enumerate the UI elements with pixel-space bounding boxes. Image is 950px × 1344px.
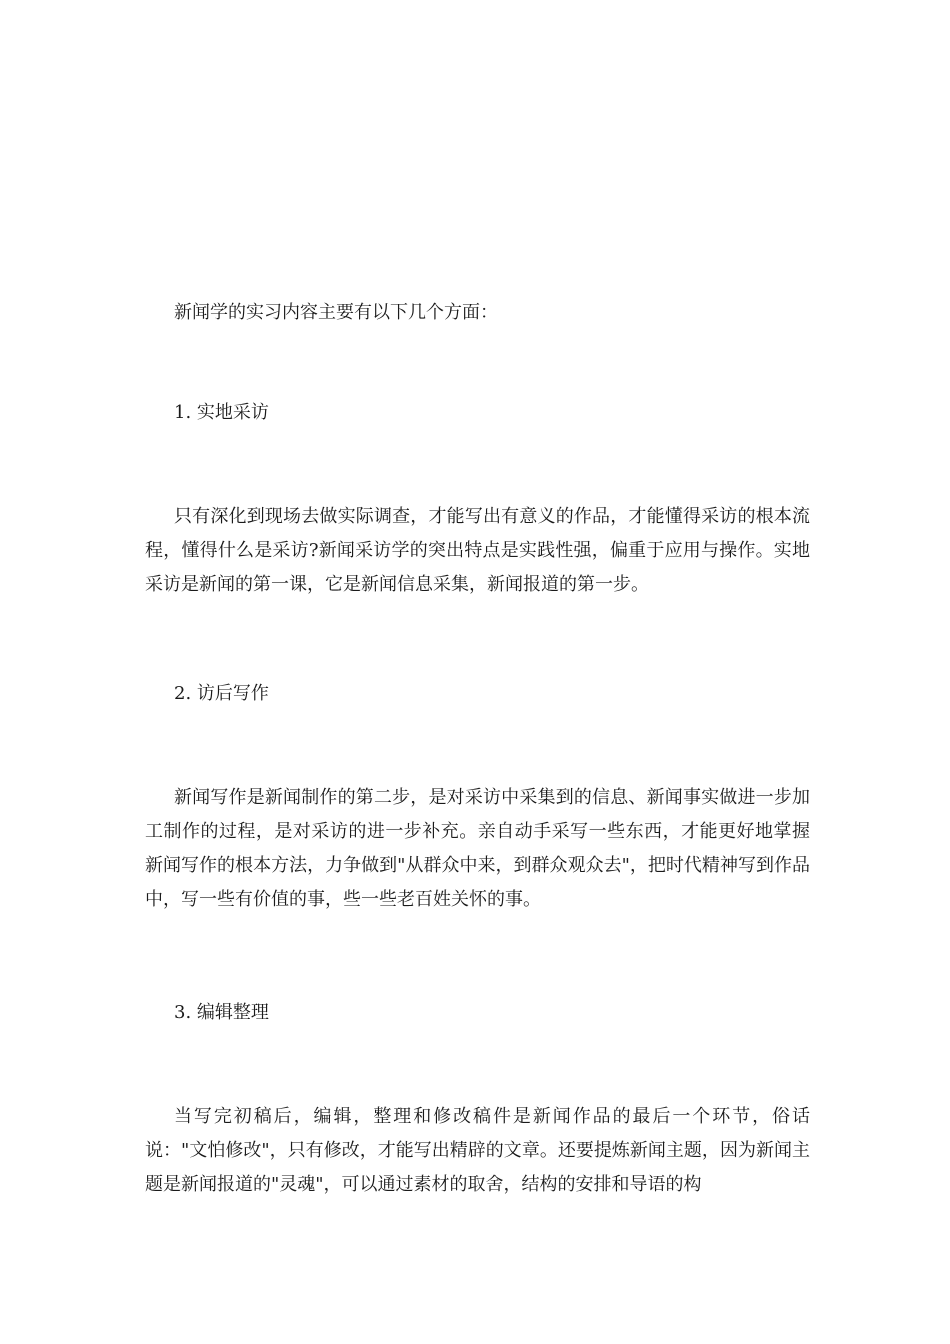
section-body-field-interview: 只有深化到现场去做实际调查，才能写出有意义的作品，才能懂得采访的根本流程，懂得什么是采访?新闻采访学的突出特点是实践性强，偏重于应用与操作。实地采访是新闻的第一课，它是新闻信息采集，新闻报道的第一步。 [145, 506, 810, 595]
section-body-editing: 当写完初稿后，编辑，整理和修改稿件是新闻作品的最后一个环节，俗话说："文怕修改"，只有修改，才能写出精辟的文章。还要提炼新闻主题，因为新闻主题是新闻报道的"灵魂"，可以通过素材的取舍，结构的安排和导语的构 [145, 1106, 810, 1195]
intro-paragraph: 新闻学的实习内容主要有以下几个方面： [174, 302, 498, 323]
section-heading-field-interview: 1. 实地采访 [174, 402, 269, 423]
section-heading-post-interview-writing: 2. 访后写作 [174, 683, 269, 704]
section-heading-editing: 3. 编辑整理 [174, 1002, 269, 1023]
section-body-post-interview-writing: 新闻写作是新闻制作的第二步，是对采访中采集到的信息、新闻事实做进一步加工制作的过程，是对采访的进一步补充。亲自动手采写一些东西，才能更好地掌握新闻写作的根本方法，力争做到"从群众中来，到群众观众去"，把时代精神写到作品中，写一些有价值的事，些一些老百姓关怀的事。 [145, 787, 810, 910]
